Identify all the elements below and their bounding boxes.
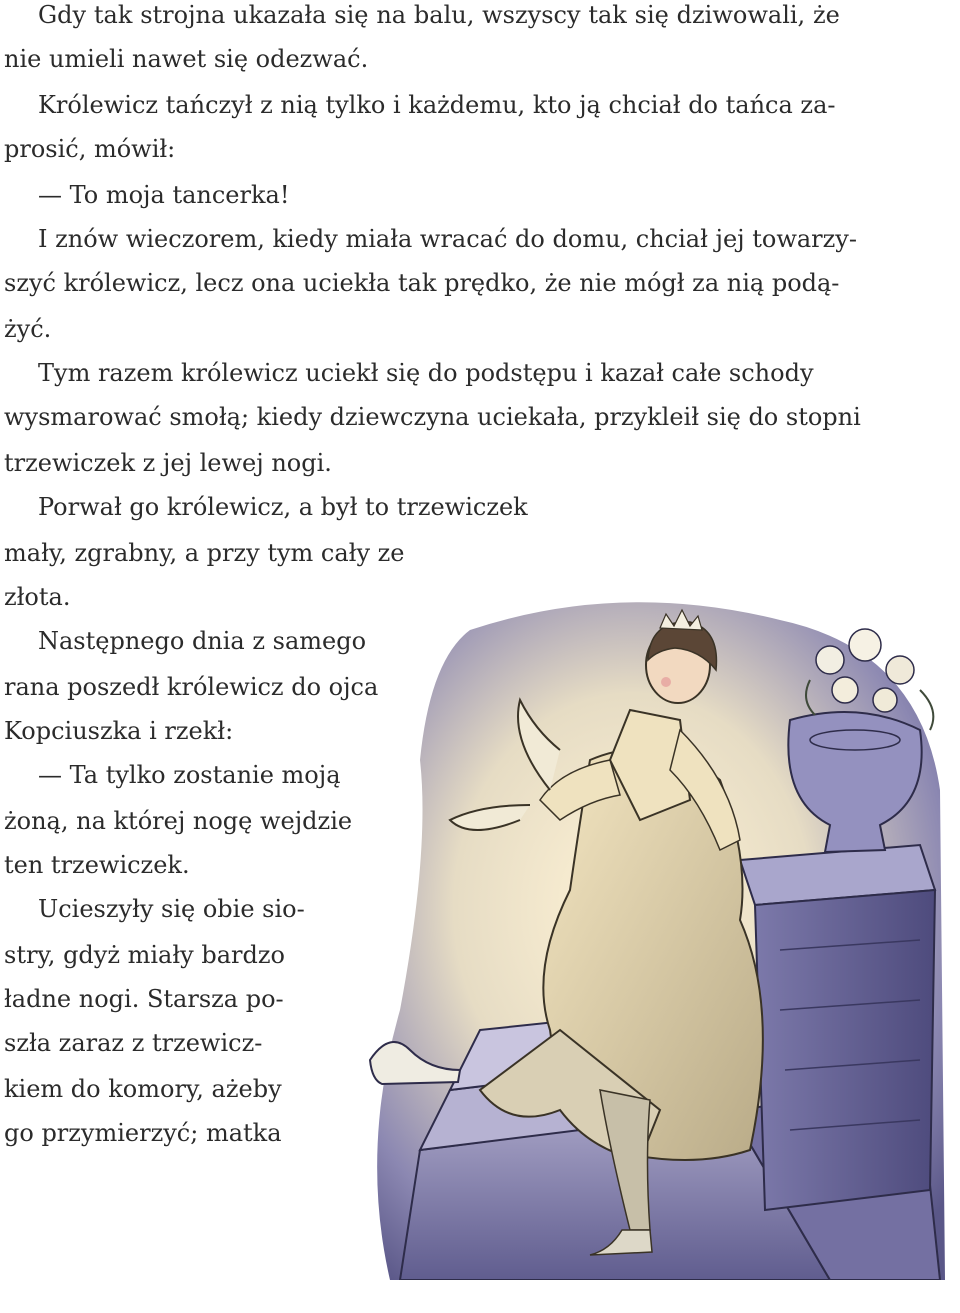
text-line: żoną, na której nogę wejdzie: [4, 807, 353, 835]
word: się: [334, 1, 369, 29]
text-line: mały, zgrabny, a przy tym cały ze: [4, 539, 405, 567]
word: tak: [93, 1, 133, 29]
text-line: Ucieszyły się obie sio-: [38, 895, 305, 923]
word: tak: [588, 1, 627, 29]
cinderella-illustration: [360, 590, 950, 1280]
text-line: Tym razem królewicz uciekł się do podstępu i kazał całe schody: [38, 359, 814, 387]
text-line: wysmarować smołą; kiedy dziewczyna uciekała, przykleił się do stopni: [4, 403, 861, 431]
text-line: prosić, mówił:: [4, 135, 176, 163]
word: się: [634, 1, 669, 29]
word: balu,: [413, 1, 475, 29]
text-line: nie umieli nawet się odezwać.: [4, 45, 369, 73]
text-line: szyć królewicz, lecz ona uciekła tak prędko, że nie mógł za nią podą-: [4, 269, 840, 297]
text-line: Porwał go królewicz, a był to trzewiczek: [38, 493, 528, 521]
text-line: — To moja tancerka!: [38, 181, 290, 209]
text-line: żyć.: [4, 315, 52, 343]
word: na: [376, 1, 407, 29]
text-line: ładne nogi. Starsza po-: [4, 985, 284, 1013]
word: strojna: [140, 1, 226, 29]
text-line: [4, 0, 840, 30]
text-line: szła zaraz z trzewicz-: [4, 1029, 263, 1057]
text-line: ten trzewiczek.: [4, 851, 190, 879]
text-line: Kopciuszka i rzekł:: [4, 717, 234, 745]
word: Gdy: [38, 1, 87, 29]
text-line: go przymierzyć; matka: [4, 1119, 282, 1147]
word: dziwowali,: [676, 1, 806, 29]
text-line: I znów wieczorem, kiedy miała wracać do domu, chciał jej towarzy-: [38, 225, 857, 253]
word: wszyscy: [482, 1, 581, 29]
text-line: rana poszedł królewicz do ojca: [4, 673, 379, 701]
text-line: złota.: [4, 583, 71, 611]
text-line: trzewiczek z jej lewej nogi.: [4, 449, 332, 477]
stone-pillar: [740, 845, 935, 1210]
text-line: stry, gdyż miały bardzo: [4, 941, 285, 969]
text-line: — Ta tylko zostanie moją: [38, 761, 341, 789]
word: ukazała: [233, 1, 327, 29]
word: że: [813, 1, 840, 29]
text-line: Królewicz tańczył z nią tylko i każdemu, kto ją chciał do tańca za-: [38, 91, 836, 119]
text-line: kiem do komory, ażeby: [4, 1075, 282, 1103]
text-line: Następnego dnia z samego: [38, 627, 367, 655]
